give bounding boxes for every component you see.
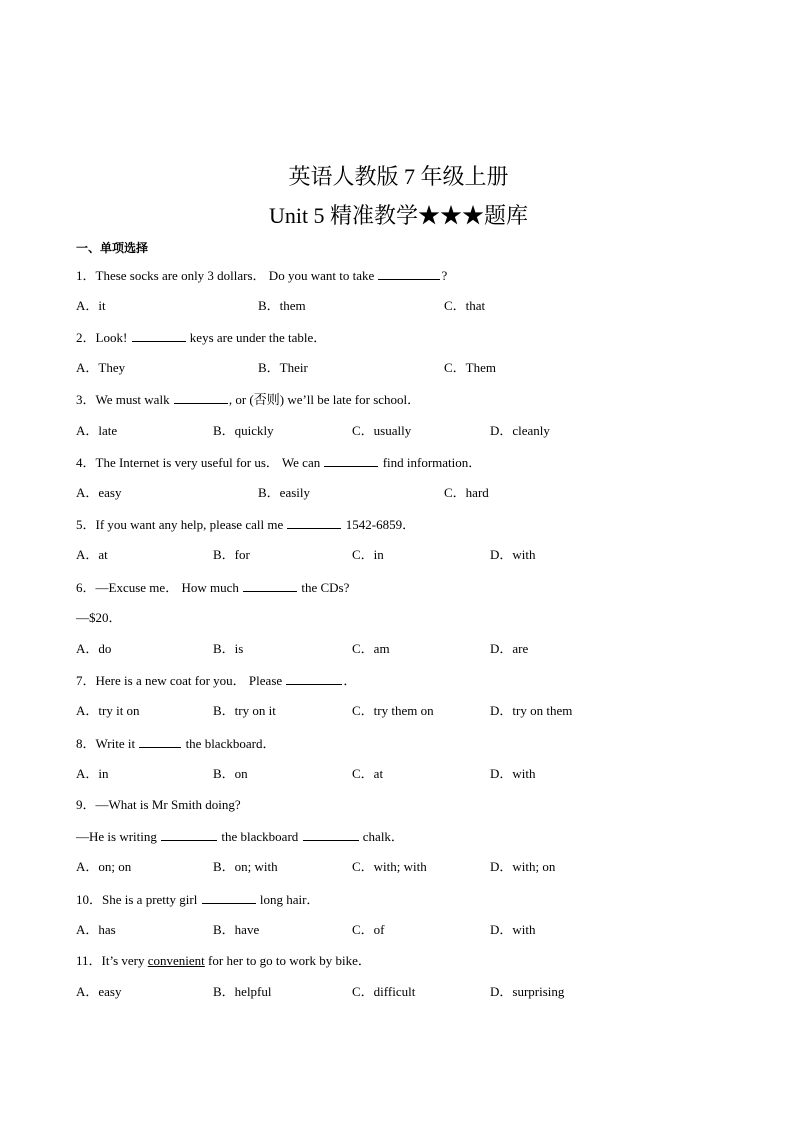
option-c: C．usually — [352, 423, 412, 438]
answer-blank — [132, 328, 186, 342]
option-d: D．surprising — [490, 984, 565, 999]
option-b: B．Their — [258, 360, 308, 375]
page-title-line1: 英语人教版 7 年级上册 — [288, 164, 509, 189]
option-b: B．easily — [258, 485, 310, 500]
answer-blank — [324, 453, 378, 467]
question-11: 11．It’s very convenient for her to go to work by bike． — [76, 953, 371, 968]
option-a: A．on; on — [76, 859, 132, 874]
question-number: 1． — [76, 268, 96, 283]
question-5: 5．If you want any help, please call me 1542-6859． — [76, 517, 416, 532]
question-number: 8． — [76, 736, 96, 751]
question-9-reply: —He is writing the blackboard chalk． — [76, 829, 404, 844]
question-number: 2． — [76, 330, 96, 345]
question-3: 3．We must walk , or (否则) we’ll be late for school． — [76, 392, 421, 407]
answer-blank — [286, 671, 342, 685]
section-heading: 一、单项选择 — [76, 241, 149, 255]
option-c: C．in — [352, 547, 384, 562]
question-6-reply: —$20． — [76, 610, 122, 625]
option-d: D．with — [490, 766, 536, 781]
option-b: B．try on it — [213, 703, 276, 718]
answer-blank — [174, 390, 228, 404]
option-a: A．late — [76, 423, 118, 438]
question-number: 4． — [76, 455, 96, 470]
option-a: A．has — [76, 922, 116, 937]
answer-blank — [287, 515, 341, 529]
option-c: C．difficult — [352, 984, 416, 999]
underlined-word: convenient — [147, 953, 205, 968]
option-b: B．is — [213, 641, 244, 656]
question-1: 1．These socks are only 3 dollars． Do you want to take ? — [76, 268, 448, 283]
option-a: A．it — [76, 298, 106, 313]
option-b: B．have — [213, 922, 260, 937]
option-d: D．with; on — [490, 859, 556, 874]
option-c: C．hard — [444, 485, 489, 500]
question-4: 4．The Internet is very useful for us． We can find information． — [76, 455, 482, 470]
question-2: 2．Look! keys are under the table． — [76, 330, 327, 345]
option-d: D．try on them — [490, 703, 573, 718]
option-b: B．on — [213, 766, 248, 781]
question-number: 11． — [76, 953, 102, 968]
option-b: B．on; with — [213, 859, 278, 874]
option-d: D．with — [490, 922, 536, 937]
question-6: 6．—Excuse me． How much the CDs? — [76, 580, 350, 595]
answer-blank — [139, 734, 181, 748]
answer-blank — [243, 578, 297, 592]
option-c: C．at — [352, 766, 384, 781]
option-a: A．try it on — [76, 703, 140, 718]
option-c: C．with; with — [352, 859, 427, 874]
question-7: 7．Here is a new coat for you． Please ． — [76, 673, 357, 688]
question-number: 10． — [76, 892, 103, 907]
option-b: B．helpful — [213, 984, 272, 999]
option-d: D．with — [490, 547, 536, 562]
answer-blank — [378, 266, 440, 280]
option-a: A．easy — [76, 485, 122, 500]
option-c: C．try them on — [352, 703, 434, 718]
question-9: 9．—What is Mr Smith doing? — [76, 797, 241, 812]
question-number: 3． — [76, 392, 96, 407]
answer-blank — [303, 827, 359, 841]
question-number: 9． — [76, 797, 96, 812]
question-number: 5． — [76, 517, 96, 532]
page-title-line2: Unit 5 精准教学★★★题库 — [268, 203, 529, 228]
option-a: A．easy — [76, 984, 122, 999]
question-number: 6． — [76, 580, 96, 595]
option-a: A．in — [76, 766, 109, 781]
question-8: 8．Write it the blackboard． — [76, 736, 276, 751]
option-c: C．Them — [444, 360, 496, 375]
option-c: C．of — [352, 922, 385, 937]
answer-blank — [202, 890, 256, 904]
option-b: B．for — [213, 547, 250, 562]
option-b: B．quickly — [213, 423, 274, 438]
option-a: A．do — [76, 641, 112, 656]
option-c: C．am — [352, 641, 390, 656]
answer-blank — [161, 827, 217, 841]
option-c: C．that — [444, 298, 486, 313]
question-10: 10．She is a pretty girl long hair． — [76, 892, 320, 907]
option-d: D．cleanly — [490, 423, 550, 438]
option-d: D．are — [490, 641, 529, 656]
option-a: A．They — [76, 360, 126, 375]
question-number: 7． — [76, 673, 96, 688]
option-b: B．them — [258, 298, 306, 313]
option-a: A．at — [76, 547, 108, 562]
